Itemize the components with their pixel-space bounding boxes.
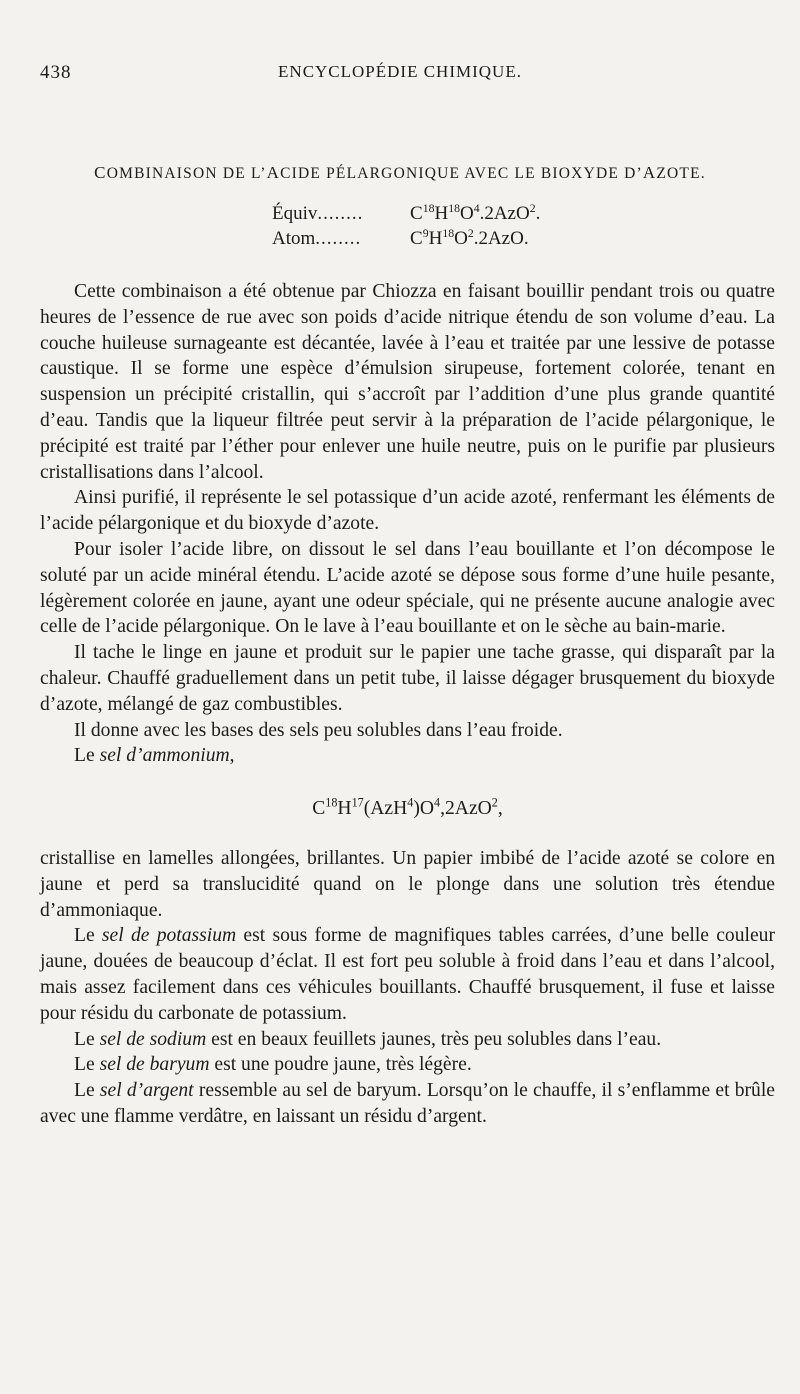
- sodium-salt-paragraph: Le sel de sodium est en beaux feuillets jaunes, très peu solubles dans l’eau.: [74, 1028, 662, 1050]
- ammonium-salt-description: cristallise en lamelles allongées, brillantes. Un papier imbibé de l’acide azoté se colore en jaune et perd sa translucidité quand on le plonge dans une solution très étendue d’ammoniaque.: [40, 847, 775, 921]
- atomic-formula: [272, 228, 529, 250]
- atom-label: Atom ........: [272, 228, 410, 250]
- silver-salt-paragraph: Le sel d’argent ressemble au sel de baryum. Lorsqu’on le chauffe, il s’enflamme et brûle avec une flamme verdâtre, en laissant un résidu d’argent.: [40, 1080, 775, 1127]
- paragraph: Pour isoler l’acide libre, on dissout le sel dans l’eau bouillante et l’on décompose le soluté par un acide minéral étendu. L’acide azoté se dépose sous forme d’une huile pesante, légèrement colorée en jaune, ayant une odeur spéciale, qui ne présente aucune analogie avec celle de l’acide pélargonique. On le lave à l’eau bouillante et on le sèche au bain-marie.: [40, 538, 775, 638]
- atom-formula: $C^9H^{18}O^2.2AzO$.: [410, 226, 529, 249]
- page-header: [40, 62, 760, 88]
- equiv-formula: $C^{18}H^{18}O^4.2AzO^2$.: [410, 201, 541, 224]
- body-text: [40, 279, 775, 1130]
- equiv-label: Équiv ........: [272, 203, 410, 225]
- page-number: 438: [40, 62, 72, 83]
- section-title: COMBINAISON DE L’ACIDE PÉLARGONIQUE AVEC LE BIOXYDE D’AZOTE.: [94, 163, 706, 182]
- running-title: ENCYCLOPÉDIE CHIMIQUE.: [278, 62, 522, 81]
- paragraph: Cette combinaison a été obtenue par Chiozza en faisant bouillir pendant trois ou quatre heures de l’essence de rue avec son poids d’acide nitrique étendu de son volume d’eau. La couche huileuse surnageante est décantée, lavée à l’eau et traitée par une lessive de potasse caustique. Il se forme une espèce d’émulsion sirupeuse, fortement colorée, tenant en suspension un précipité cristallin, qui s’accroît par l’addition d’une plus grande quantité d’eau. Tandis que la liqueur filtrée peut servir à la préparation de l’acide pélargonique, le précipité est traité par l’éther pour enlever une huile neutre, puis on le purifie par plusieurs cristallisations dans l’alcool.: [40, 281, 775, 483]
- paragraph: Il tache le linge en jaune et produit sur le papier une tache grasse, qui disparaît par la chaleur. Chauffé graduellement dans un petit tube, il laisse dégager brusquement du bioxyde d’azote, mélangé de gaz combustibles.: [40, 642, 775, 715]
- ammonium-salt-heading: Le sel d’ammonium,: [74, 745, 235, 767]
- barium-salt-paragraph: Le sel de barуum est une poudre jaune, très légère.: [74, 1054, 472, 1076]
- potassium-salt-paragraph: Le sel de potassium est sous forme de magnifiques tables carrées, d’une belle couleur jaune, douées de beaucoup d’éclat. Il est fort peu soluble à froid dans l’eau et dans l’alcool, mais assez facilement dans ces véhicules bouillants. Chauffé brusquement, il fuse et laisse pour résidu du carbonate de potassium.: [40, 925, 775, 1024]
- paragraph: Ainsi purifié, il représente le sel potassique d’un acide azoté, renfermant les éléments de l’acide pélargonique et du bioxyde d’azote.: [40, 487, 775, 535]
- ammonium-formula: $C^{18}H^{17}(AzH^4)O^4,2AzO^2$,: [312, 795, 503, 820]
- equivalent-formula: [272, 203, 540, 225]
- paragraph: Il donne avec les bases des sels peu solubles dans l’eau froide.: [74, 719, 563, 741]
